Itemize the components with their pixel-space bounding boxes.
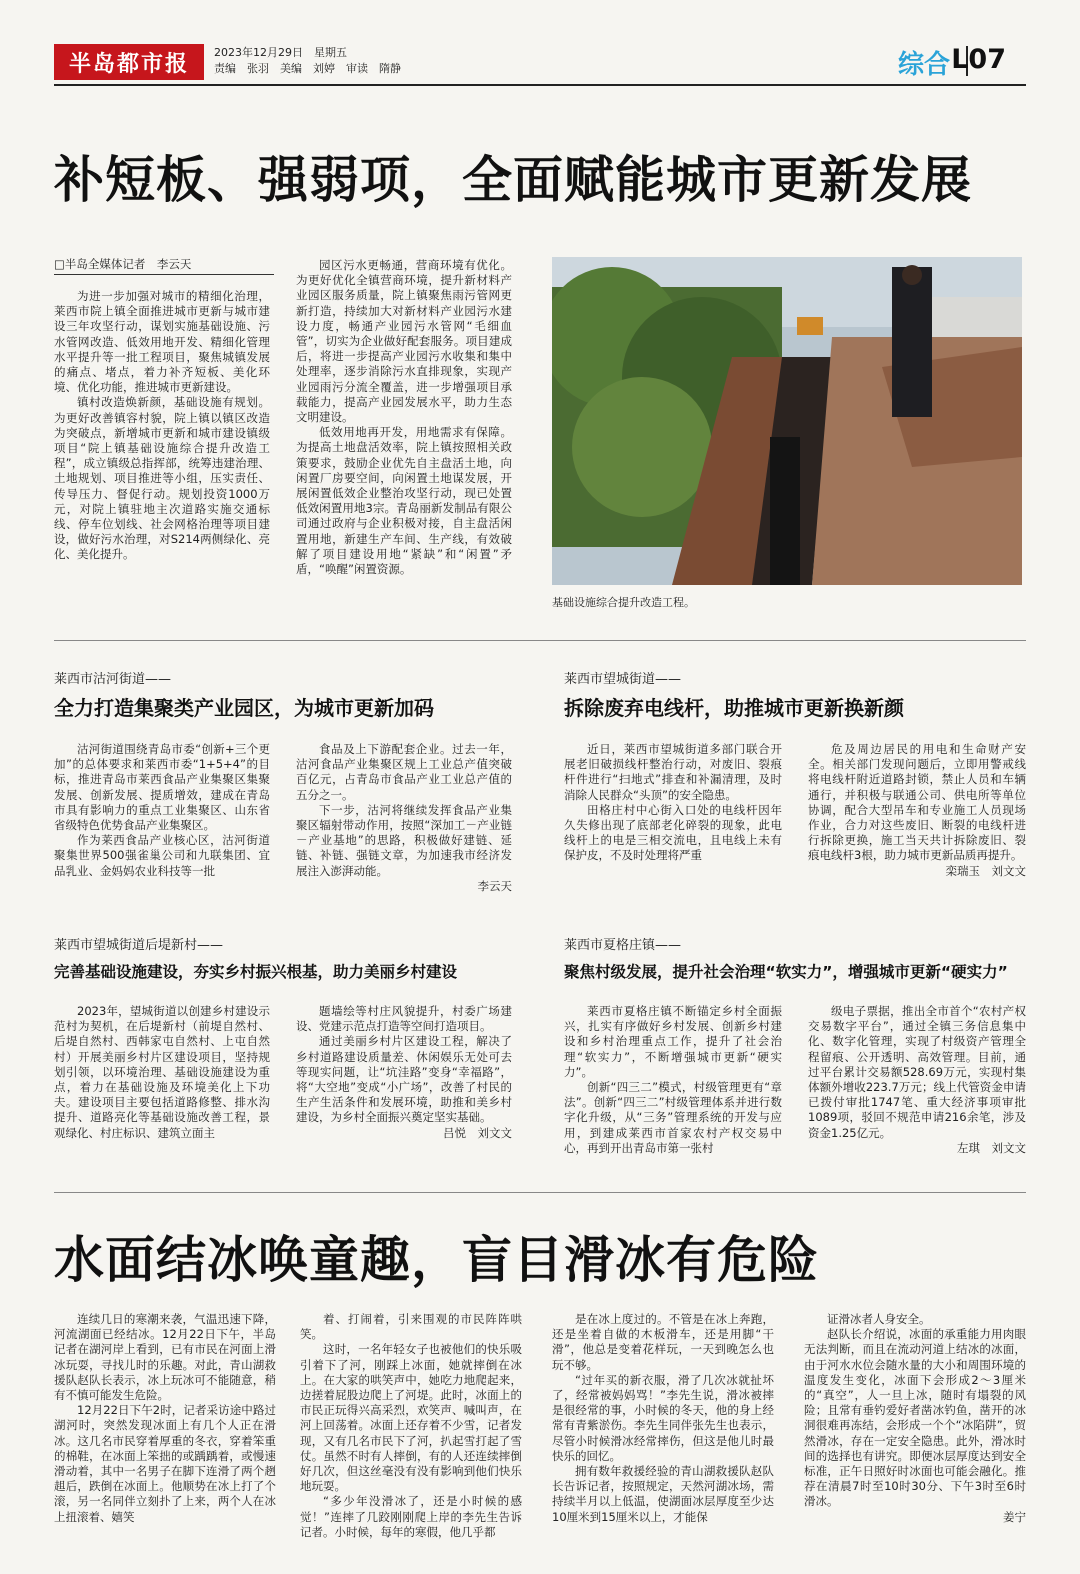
section-rule [54, 640, 1026, 641]
story-c-signature: 吕悦 刘文文 [443, 1125, 512, 1140]
paragraph: “过年买的新衣服，滑了几次冰就扯坏了，经常被妈妈骂！”李先生说，滑冰被摔是很经常的事，小时候的冬天，他的身上经常有青紫淤伤。李先生同伴张先生也表示，尽管小时候滑冰经常摔伤，但这是他儿时最快乐的回忆。 [552, 1372, 774, 1463]
trench-construction-image [552, 257, 1022, 585]
story-d-kicker: 莱西市夏格庄镇—— [564, 938, 682, 953]
story-c-column-1 [54, 1004, 270, 1141]
story-c-kicker: 莱西市望城街道后堤新村—— [54, 938, 224, 953]
article2-column-3 [552, 1312, 774, 1525]
story-c-headline: 完善基础设施建设，夯实乡村振兴根基，助力美丽乡村建设 [54, 963, 458, 981]
masthead-rule [54, 84, 1026, 86]
paragraph: 近日，莱西市望城街道多部门联合开展老旧破损线杆整治行动，对废旧、裂痕杆件进行“扫地式”排查和补漏清理，及时消除人民群众“头顶”的安全隐患。 [564, 742, 782, 802]
paragraph: 这时，一名年轻女子也被他们的快乐吸引着下了河，刚踩上冰面，她就摔倒在冰上。在大家的哄笑声中，她吃力地爬起来，边搓着屁股边爬上了河堤。此时，冰面上的市民正玩得兴高采烈，欢笑声、喊叫声，在河上回荡着。冰面上还存着不少雪，记者发现，又有几名市民下了河，扒起雪打起了雪仗。虽然不时有人摔倒，有的人还连续摔倒好几次，但这丝毫没有没有影响到他们快乐地玩耍。 [300, 1342, 522, 1494]
story-b-signature: 栾瑞玉 刘文文 [945, 863, 1026, 878]
story-b-headline: 拆除废弃电线杆，助推城市更新换新颜 [564, 696, 904, 720]
article1-column-2 [296, 258, 512, 577]
paragraph: 12月22日下午2时，记者采访途中路过湖河时，突然发现冰面上有几个人正在滑冰。这几名市民穿着厚重的冬衣，穿着笨重的棉鞋，在冰面上笨拙的或踽踽着，或慢速滑动着，其中一名男子在脚下连滑了两个趔趄后，跌倒在冰面上。他顺势在冰上打了个滚，另一名同伴立刻扑了上来，两个人在冰上扭滚着、嬉笑 [54, 1403, 276, 1524]
construction-photo [552, 257, 1022, 585]
paragraph: 着、打闹着，引来围观的市民阵阵哄笑。 [300, 1312, 522, 1342]
section-name: 综合 [897, 50, 950, 80]
paragraph: 沽河街道围绕青岛市委“创新+三个更加”的总体要求和莱西市委“1+5+4”的目标，推进青岛市莱西食品产业集聚区集聚发展、创新发展、提质增效，建成在青岛市具有影响力的重点工业集聚区、山东省省级特色优势食品产业集聚区。 [54, 742, 270, 833]
paragraph: 为进一步加强对城市的精细化治理，莱西市院上镇全面推进城市更新与城市建设三年攻坚行动，谋划实施基础设施、污水管网改造、低效用地开发、精细化管理水平提升等一批工程项目，聚焦城镇发展的痛点、堵点，着力补齐短板、美化环境、优化功能，推进城市更新建设。 [54, 289, 270, 395]
story-d-signature: 左琪 刘文文 [957, 1140, 1026, 1155]
editor-credits: 责编 张羽 美编 刘婷 审读 隋静 [214, 62, 401, 75]
issue-info [214, 45, 401, 77]
paragraph: 田格庄村中心街入口处的电线杆因年久失修出现了底部老化碎裂的现象，此电线杆上的电是三相交流电，且电线上未有保护皮，不及时处理将严重 [564, 802, 782, 863]
story-a-column-2 [296, 742, 512, 894]
paragraph: 食品及上下游配套企业。过去一年，沽河食品产业集聚区规上工业总产值突破百亿元，占青岛市食品产业工业总产值的五分之一。 [296, 742, 512, 802]
story-a-column-1 [54, 742, 270, 879]
story-a-kicker: 莱西市沽河街道—— [54, 672, 172, 687]
story-d-headline: 聚焦村级发展，提升社会治理“软实力”，增强城市更新“硬实力” [564, 963, 1008, 981]
issue-date: 2023年12月29日 [214, 46, 303, 59]
paragraph: 通过美丽乡村片区建设工程，解决了乡村道路建设质量差、休闲娱乐无处可去等现实问题，让“坑洼路”变身“幸福路”，将“大空地”变成“小广场”，改善了村民的生产生活条件和发展环境，助推和美乡村建设，为乡村全面振兴奠定坚实基础。 [296, 1034, 512, 1125]
story-d-column-2 [808, 1004, 1026, 1156]
paragraph: 级电子票据，推出全市首个“农村产权交易数字平台”，通过全镇三务信息集中化、数字化管理，实现了村级资产管理全程留痕、公开透明、高效管理。目前，通过平台累计交易额528.69万元，实现村集体额外增收223.7万元；线上代管资金申请已拨付审批1747笔、重大经济事项审批1089项，驳回不规范申请216余笔，涉及资金1.25亿元。 [808, 1004, 1026, 1140]
newspaper-logo: 半岛都市报 [54, 44, 204, 80]
section-rule [54, 1192, 1026, 1193]
paragraph: 低效用地再开发，用地需求有保障。为提高土地盘活效率，院上镇按照相关政策要求，鼓励企业优先自主盘活土地，向闲置厂房要空间，向闲置土地谋发展，开展闲置低效企业整治攻坚行动，现已处置低效闲置用地3宗。青岛丽新发制品有限公司通过政府与企业积极对接，自主盘活闲置用地，新建生产车间、生产线，有效破解了项目建设用地“紧缺”和“闲置”矛盾，“唤醒”闲置资源。 [296, 425, 512, 577]
article2-signature: 姜宁 [1003, 1509, 1026, 1524]
paragraph: 下一步，沽河将继续发挥食品产业集聚区辐射带动作用，按照“深加工－产业链－产业基地”的思路，积极做好建链、延链、补链、强链文章，为加速我市经济发展注入澎湃动能。 [296, 802, 512, 878]
article2-headline: 水面结冰唤童趣，盲目滑冰有危险 [54, 1231, 819, 1289]
issue-weekday: 星期五 [314, 46, 347, 59]
paragraph: 作为莱西食品产业核心区，沽河街道聚集世界500强雀巢公司和九联集团、宜品乳业、金妈妈农业科技等一批 [54, 833, 270, 878]
story-b-kicker: 莱西市望城街道—— [564, 672, 682, 687]
article2-column-2 [300, 1312, 522, 1540]
paragraph: “多少年没滑冰了，还是小时候的感觉！”连摔了几跤刚刚爬上岸的李先生告诉记者。小时候，每年的寒假，他几乎都 [300, 1494, 522, 1539]
story-b-column-1 [564, 742, 782, 864]
page-number: L07 [951, 44, 1006, 75]
story-a-signature: 李云天 [477, 878, 512, 893]
story-b-column-2 [808, 742, 1026, 879]
story-d-column-1 [564, 1004, 782, 1156]
article1-headline: 补短板、强弱项，全面赋能城市更新发展 [54, 151, 972, 209]
paragraph: 是在冰上度过的。不管是在冰上奔跑，还是坐着自做的木板滑车，还是用脚“干滑”，他总是变着花样玩，一天到晚怎么也玩不够。 [552, 1312, 774, 1372]
article1-column-1 [54, 289, 270, 563]
paragraph: 题墙绘等村庄风貌提升，村委广场建设、党建示范点打造等空间打造项目。 [296, 1004, 512, 1034]
paragraph: 拥有数年救援经验的青山湖救援队赵队长告诉记者，按照规定，天然河湖冰场，需持续半月以上低温，使湖面冰层厚度至少达10厘米到15厘米以上，才能保 [552, 1464, 774, 1524]
article1-byline: □半岛全媒体记者 李云天 [54, 256, 274, 275]
paragraph: 危及周边居民的用电和生命财产安全。相关部门发现问题后，立即用警戒线将电线杆附近道路封锁，禁止人员和车辆通行，并积极与联通公司、供电所等单位协调，配合大型吊车和专业施工人员现场作业，合力对这些废旧、断裂的电线杆进行拆除更换，施工当天共计拆除废旧、裂痕电线杆3根，助力城市更新品质再提升。 [808, 742, 1026, 863]
story-a-headline: 全力打造集聚类产业园区，为城市更新加码 [54, 696, 434, 720]
paragraph: 赵队长介绍说，冰面的承重能力用肉眼无法判断，而且在流动河道上结冰的冰面，由于河水水位会随水量的大小和周围环境的温度发生变化，冰面下会形成2～3厘米的“真空”，人一旦上冰，随时有塌裂的风险；且常有垂钓爱好者凿冰钓鱼，凿开的冰洞很难再冻结，会形成一个个“冰陷阱”，贸然滑冰，存在一定安全隐患。此外，滑冰时间的选择也有讲究。即便冰层厚度达到安全标准，正午日照好时冰面也可能会融化。推荐在清晨7时至10时30分、下午3时至6时滑冰。 [804, 1327, 1026, 1509]
article2-column-1 [54, 1312, 276, 1525]
story-c-column-2 [296, 1004, 512, 1141]
photo-caption: 基础设施综合提升改造工程。 [552, 596, 695, 609]
paragraph: 证滑冰者人身安全。 [827, 1312, 931, 1326]
paragraph: 莱西市夏格庄镇不断锚定乡村全面振兴，扎实有序做好乡村发展、创新乡村建设和乡村治理重点工作，提升了社会治理“软实力”，不断增强城市更新“硬实力”。 [564, 1004, 782, 1079]
article2-column-4 [804, 1312, 1026, 1525]
paragraph: 创新“四三二”模式，村级管理更有“章法”。创新“四三二”村级管理体系并进行数字化升级，从“三务”管理系统的开发与应用，到建成莱西市首家农村产权交易中心，再到开出青岛市第一张村 [564, 1080, 782, 1155]
paragraph: 镇村改造焕新颜，基础设施有规划。为更好改善镇容村貌，院上镇以镇区改造为突破点，新增城市更新和城市建设镇级项目“院上镇基础设施综合提升改造工程”，成立镇级总指挥部，统筹违建治理、土地规划、项目推进等小组，压实责任、传导压力、督促行动。规划投资1000万元，对院上镇驻地主次道路实施交通标线、停车位划线、社会网格治理等项目建设，做好污水治理，对S214两侧绿化、亮化、美化提升。 [54, 395, 270, 562]
paragraph: 连续几日的寒潮来袭，气温迅速下降，河流湖面已经结冰。12月22日下午，半岛记者在湖河岸上看到，已有市民在河面上滑冰玩耍，寻找儿时的乐趣。对此，青山湖救援队赵队长表示，冰上玩冰可不能随意，稍有不慎可能发生危险。 [54, 1312, 276, 1403]
paragraph: 园区污水更畅通，营商环境有优化。为更好优化全镇营商环境，提升新材料产业园区服务质量，院上镇聚焦雨污管网更新打造，持续加大对新材料产业园污水建设力度，畅通产业园污水管网“毛细血管”，切实为企业做好配套服务。项目建成后，将进一步提高产业园污水收集和集中处理率，逐步消除污水直排现象，实现产业园雨污分流全覆盖，进一步增强项目承载能力，提高产业园发展水平，助力生态文明建设。 [296, 258, 512, 425]
paragraph: 2023年，望城街道以创建乡村建设示范村为契机，在后堤新村（前堤自然村、后堤自然村、西韩家屯自然村、上屯自然村）开展美丽乡村片区建设项目，坚持规划引领，以环境治理、基础设施建设为重点，着力在基础设施及环境美化上下功夫。建设项目主要包括道路修整、排水沟提升、道路亮化等基础设施改善工程，景观绿化、村庄标识、建筑立面主 [54, 1004, 270, 1140]
